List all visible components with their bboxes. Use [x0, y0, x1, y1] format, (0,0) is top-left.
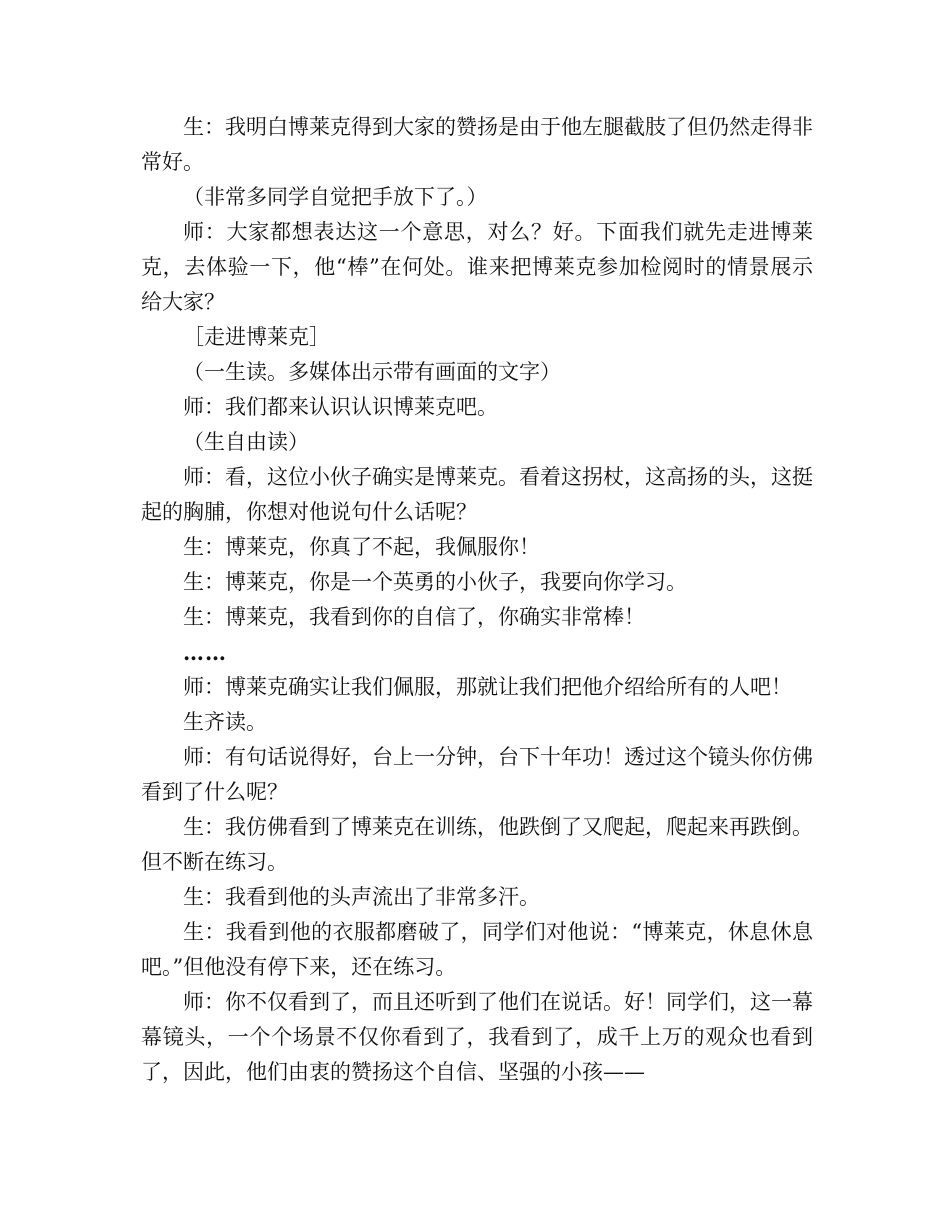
document-page — [141, 110, 813, 1090]
paragraph: （生自由读） — [183, 430, 309, 454]
paragraph: 师：博莱克确实让我们佩服，那就让我们把他介绍给所有的人吧！ — [183, 675, 792, 699]
paragraph: （非常多同学自觉把手放下了。） — [183, 185, 488, 209]
section-heading: ［走进博莱克］ — [183, 325, 330, 349]
paragraph: （一生读。多媒体出示带有画面的文字） — [183, 360, 561, 384]
paragraph: 生：博莱克，你真了不起，我佩服你！ — [183, 535, 540, 559]
paragraph: 师：看，这位小伙子确实是博莱克。看着这拐杖，这高扬的头，这挺起的胸脯，你想对他说句什么话呢？ — [141, 465, 813, 524]
paragraph: 生：博莱克，我看到你的自信了，你确实非常棒！ — [183, 605, 645, 629]
paragraph: 生：我明白博莱克得到大家的赞扬是由于他左腿截肢了但仍然走得非常好。 — [141, 115, 813, 174]
ellipsis-line: …… — [183, 640, 227, 665]
paragraph: 师：我们都来认识认识博莱克吧。 — [183, 395, 498, 419]
paragraph: 师：你不仅看到了，而且还听到了他们在说话。好！同学们，这一幕幕镜头，一个个场景不仅你看到了，我看到了，成千上万的观众也看到了，因此，他们由衷的赞扬这个自信、坚强的小孩—— — [141, 990, 813, 1084]
paragraph: 生：我看到他的头声流出了非常多汗。 — [183, 885, 540, 909]
paragraph: 生齐读。 — [183, 710, 267, 734]
paragraph: 师：大家都想表达这一个意思，对么？好。下面我们就先走进博莱克，去体验一下，他“棒”在何处。谁来把博莱克参加检阅时的情景展示给大家？ — [141, 220, 813, 314]
paragraph: 生：博莱克，你是一个英勇的小伙子，我要向你学习。 — [183, 570, 687, 594]
paragraph: 生：我看到他的衣服都磨破了，同学们对他说：“博莱克，休息休息吧。”但他没有停下来，还在练习。 — [141, 920, 813, 979]
paragraph: 生：我仿佛看到了博莱克在训练，他跌倒了又爬起，爬起来再跌倒。但不断在练习。 — [141, 815, 813, 874]
paragraph: 师：有句话说得好，台上一分钟，台下十年功！透过这个镜头你仿佛看到了什么呢？ — [141, 745, 813, 804]
